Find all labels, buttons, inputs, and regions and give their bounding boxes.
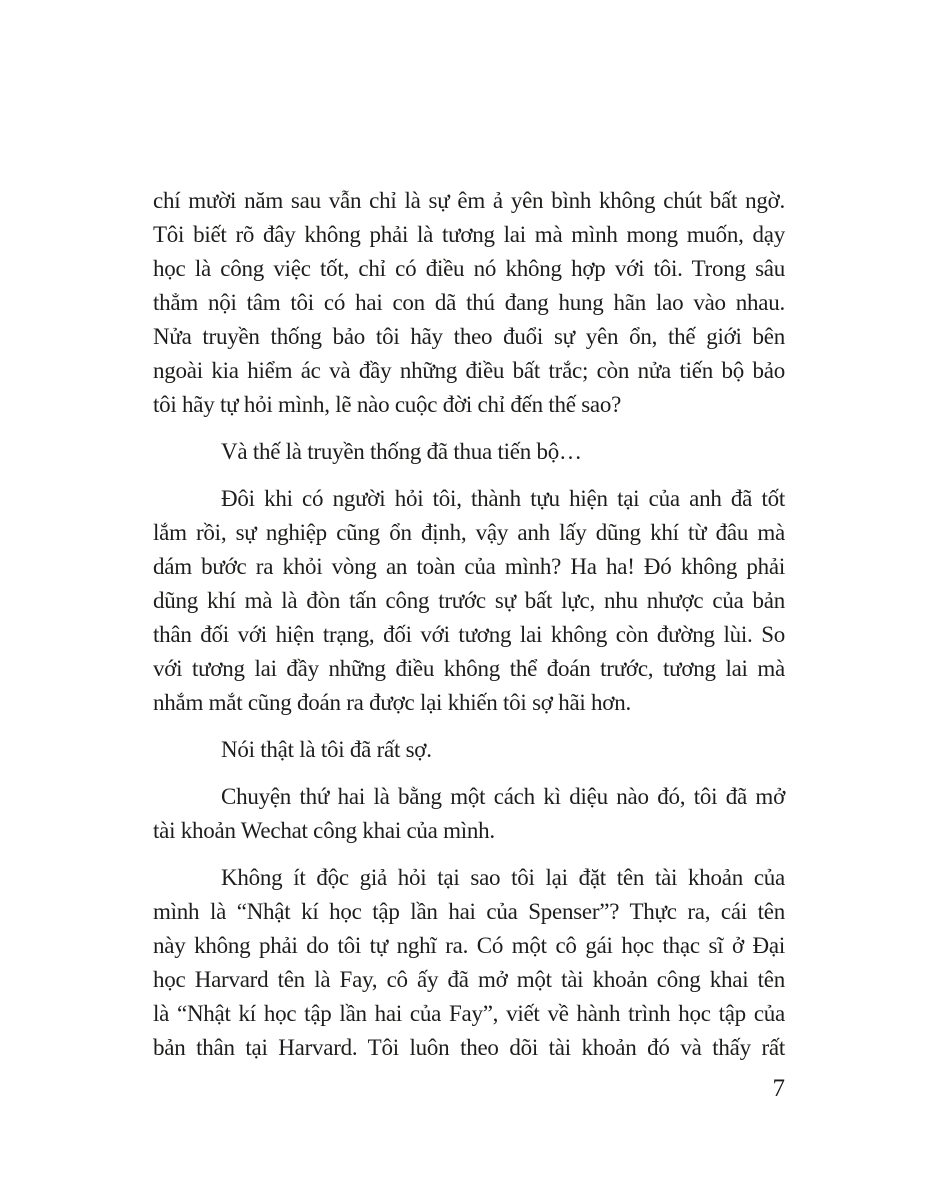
text-line: Nói thật là tôi đã rất sợ. bbox=[221, 737, 432, 762]
text-line: Và thế là truyền thống đã thua tiến bộ… bbox=[221, 439, 582, 464]
text-line: học Harvard tên là Fay, cô ấy đã mở một tài khoản công khai tên bbox=[153, 967, 785, 992]
text-line: chí mười năm sau vẫn chỉ là sự êm ả yên bình không chút bất ngờ. bbox=[153, 188, 785, 213]
text-line: Nửa truyền thống bảo tôi hãy theo đuổi sự yên ổn, thế giới bên bbox=[153, 324, 785, 349]
text-line: học là công việc tốt, chỉ có điều nó không hợp với tôi. Trong sâu bbox=[153, 256, 785, 281]
text-line: bản thân tại Harvard. Tôi luôn theo dõi tài khoản đó và thấy rất bbox=[153, 1035, 785, 1060]
text-line: tôi hãy tự hỏi mình, lẽ nào cuộc đời chỉ đến thế sao? bbox=[153, 392, 622, 417]
text-line: Không ít độc giả hỏi tại sao tôi lại đặt tên tài khoản của bbox=[221, 865, 785, 890]
text-line: dũng khí mà là đòn tấn công trước sự bất lực, nhu nhược của bản bbox=[153, 588, 785, 613]
text-line: Chuyện thứ hai là bằng một cách kì diệu nào đó, tôi đã mở bbox=[221, 784, 785, 809]
text-line: với tương lai đầy những điều không thể đoán trước, tương lai mà bbox=[153, 656, 785, 681]
paragraph bbox=[153, 435, 785, 469]
text-line: nhắm mắt cũng đoán ra được lại khiến tôi sợ hãi hơn. bbox=[153, 690, 631, 715]
text-line: thẳm nội tâm tôi có hai con dã thú đang hung hãn lao vào nhau. bbox=[153, 290, 785, 315]
text-line: dám bước ra khỏi vòng an toàn của mình? Ha ha! Đó không phải bbox=[153, 554, 785, 579]
text-line: này không phải do tôi tự nghĩ ra. Có một cô gái học thạc sĩ ở Đại bbox=[153, 933, 785, 958]
text-line: tài khoản Wechat công khai của mình. bbox=[153, 818, 495, 843]
paragraph bbox=[153, 733, 785, 767]
text-line: mình là “Nhật kí học tập lần hai của Spenser”? Thực ra, cái tên bbox=[153, 899, 785, 924]
text-line: Đôi khi có người hỏi tôi, thành tựu hiện tại của anh đã tốt bbox=[221, 486, 785, 511]
paragraph bbox=[153, 780, 785, 848]
text-line: thân đối với hiện trạng, đối với tương lai không còn đường lùi. So bbox=[153, 622, 785, 647]
text-line: ngoài kia hiểm ác và đầy những điều bất trắc; còn nửa tiến bộ bảo bbox=[153, 358, 785, 383]
body-text bbox=[153, 184, 785, 1078]
paragraph bbox=[153, 861, 785, 1065]
page-number: 7 bbox=[772, 1075, 785, 1102]
text-line: Tôi biết rõ đây không phải là tương lai mà mình mong muốn, dạy bbox=[153, 222, 785, 247]
text-line: là “Nhật kí học tập lần hai của Fay”, viết về hành trình học tập của bbox=[153, 1001, 785, 1026]
paragraph bbox=[153, 184, 785, 422]
paragraph bbox=[153, 482, 785, 720]
text-line: lắm rồi, sự nghiệp cũng ổn định, vậy anh lấy dũng khí từ đâu mà bbox=[153, 520, 785, 545]
